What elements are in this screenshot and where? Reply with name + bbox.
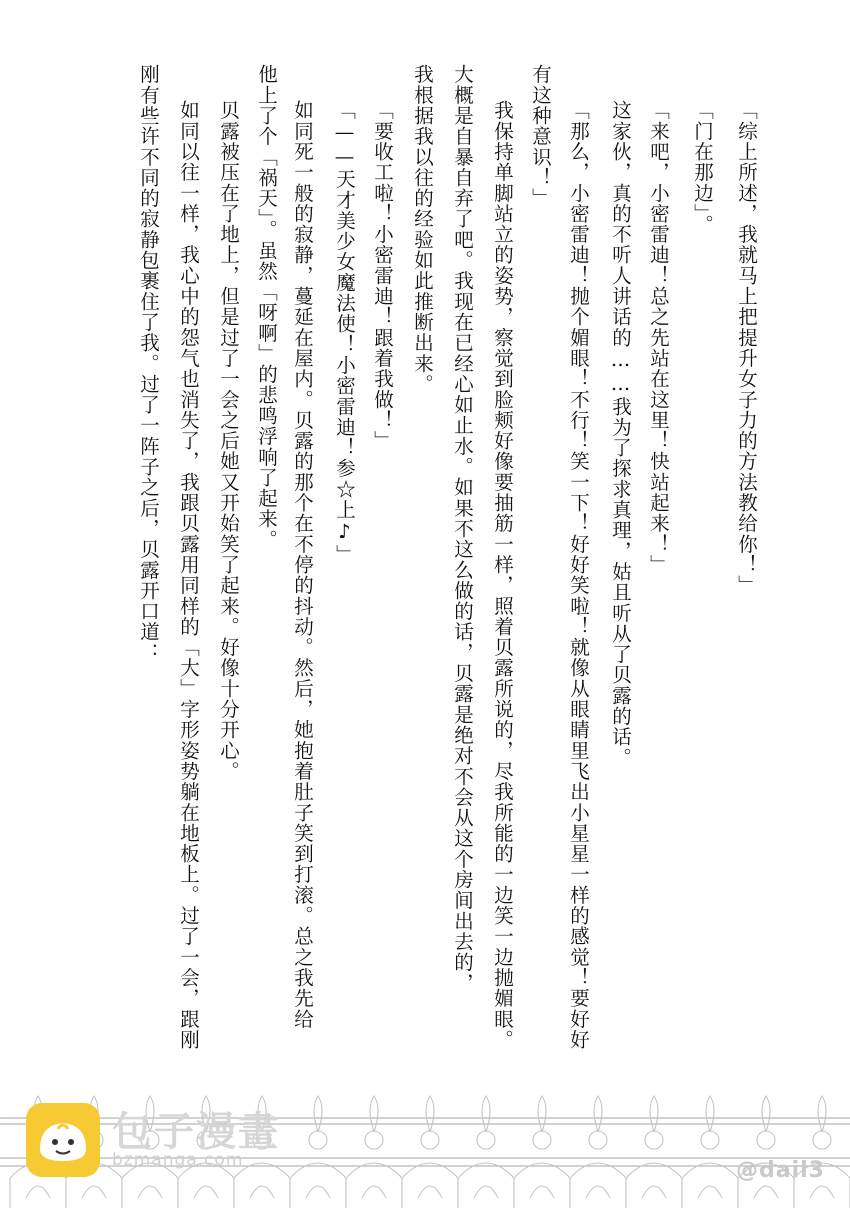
paragraph-7: 大概是自暴自弃了吧。我现在已经心如止水。如果不这么做的话，贝露是绝对不会从这个房间出去的， [451, 64, 474, 994]
paragraph-9: 「要收工啦！小密雷迪！跟着我做！」 [371, 100, 394, 452]
paragraph-11: 如同死一般的寂静，蔓延在屋内。贝露的那个在不停的抖动。然后，她抱着肚子笑到打滚。总之我先给 [291, 100, 314, 1030]
paragraph-13: 如同以往一样，我心中的怨气也消失了，我跟贝露用同样的「大」字形姿势躺在地板上。过了一会，跟刚 [177, 100, 200, 1050]
paragraph-3: 「来吧，小密雷迪！总之先站在这里！快站起来！」 [647, 100, 670, 575]
paragraph-1: 「综上所述，我就马上把提升女子力的方法教给你！」 [735, 100, 758, 596]
corner-watermark: @dail3 [736, 1158, 825, 1183]
watermark-url: bzmanga.com [112, 1150, 244, 1170]
paragraph-13-cont: 刚有些许不同的寂静包裹住了我。过了一阵子之后，贝露开口道： [137, 64, 160, 663]
watermark-title: 包子漫畫 [112, 1109, 280, 1155]
paragraph-6: 我保持单脚站立的姿势，察觉到脸颊好像要抽筋一样，照着贝露所说的，尽我所能的一边笑一边抛媚眼。 [491, 100, 514, 1050]
paragraph-4: 这家伙，真的不听人讲话的……我为了探求真理，姑且听从了贝露的话。 [609, 100, 632, 768]
paragraph-12: 贝露被压在了地上，但是过了一会之后她又开始笑了起来。好像十分开心。 [217, 100, 240, 782]
paragraph-2: 「门在那边」。 [691, 100, 714, 235]
paragraph-11-cont: 他上了个「祸天」。虽然「呀啊」的悲鸣浮响了起来。 [255, 64, 278, 550]
paragraph-8: 我根据我以往的经验如此推断出来。 [411, 64, 434, 395]
paragraph-5-cont: 有这种意识！」 [529, 64, 552, 209]
bun-mascot-icon [26, 1103, 100, 1177]
paragraph-5: 「那么，小密雷迪！抛个媚眼！不行！笑一下！好好笑啦！就像从眼睛里飞出小星星一样的感觉！要好好 [567, 100, 590, 1050]
paragraph-10: 「——天才美少女魔法使！小密雷迪！参☆上♪」 [333, 100, 356, 565]
